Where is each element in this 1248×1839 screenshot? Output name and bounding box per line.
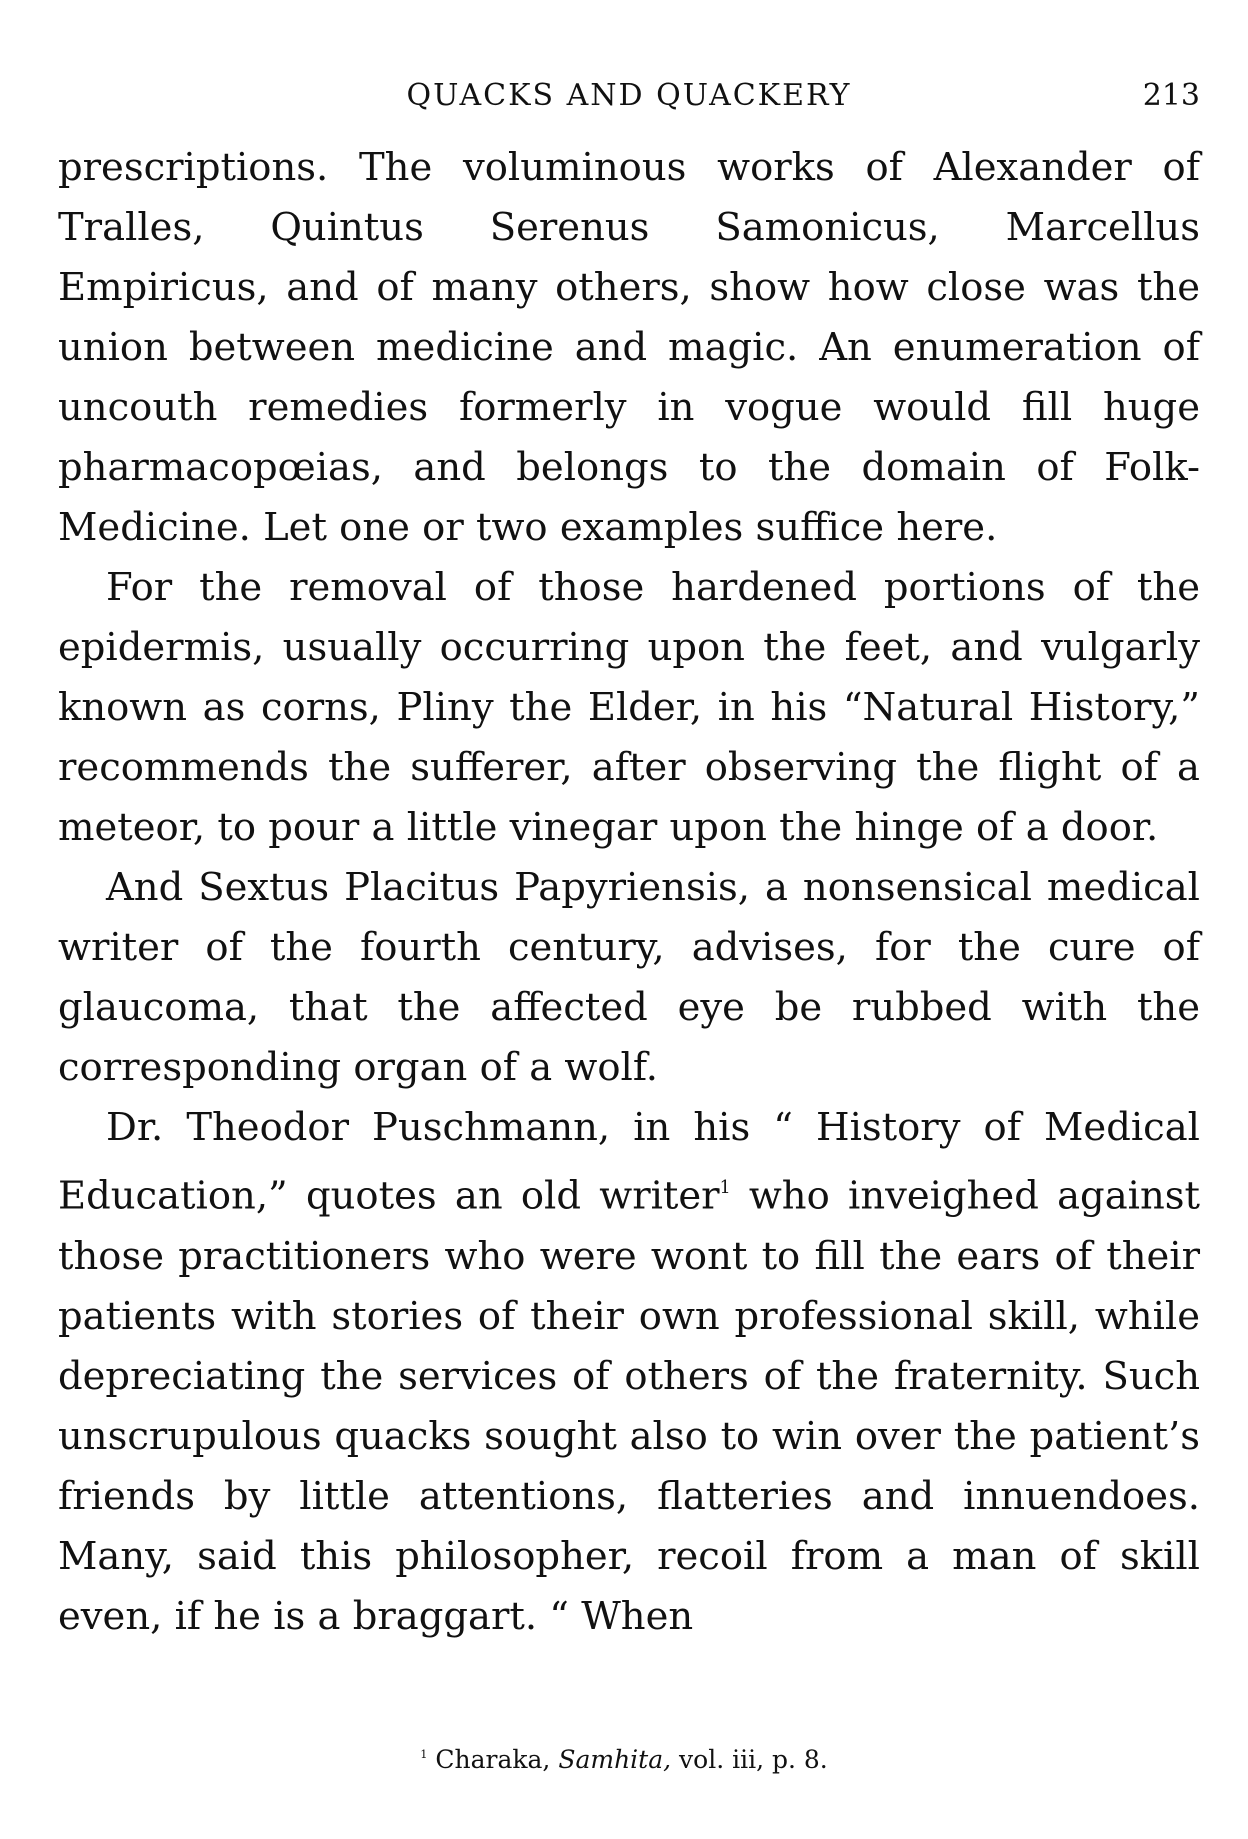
paragraph-2: For the removal of those hardened portions of the epidermis, usually occurring upon the feet, and vulgarly known as corns, Pliny the Elder, in his “Natural History,” recommends the sufferer, after observing the flight of a meteor, to pour a little vinegar upon the hinge of a door. xyxy=(58,565,1200,850)
page-number: 213 xyxy=(1142,78,1200,113)
paragraph-4 xyxy=(58,1098,1200,1647)
footnote-marker: 1 xyxy=(420,1747,428,1761)
footnote-author: Charaka, xyxy=(435,1745,551,1774)
running-title: QUACKS AND QUACKERY xyxy=(406,78,852,113)
paragraph-3: And Sextus Placitus Papyriensis, a nonsensical medical writer of the fourth century, advises, for the cure of glaucoma, that the affected eye be rubbed with the corresponding organ of a wolf. xyxy=(58,865,1200,1090)
paragraph-4-text-a: Dr. Theodor Puschmann, in his “ History of Medical Education,” quotes an old writer xyxy=(58,1105,1200,1219)
footnote-title: Samhita, xyxy=(558,1745,672,1774)
footnote-reference: 1 xyxy=(719,1178,731,1198)
footnote-reference-text: vol. iii, p. 8. xyxy=(679,1745,828,1774)
paragraph-1: prescriptions. The voluminous works of Alexander of Tralles, Quintus Serenus Samonicus, Marcellus Empiricus, and of many others, show how close was the union between medicine and magic. An enumeration of uncouth remedies formerly in vogue would fill huge pharmacopœias, and belongs to the domain of Folk-Medicine. Let one or two examples suffice here. xyxy=(58,145,1200,550)
paragraph-4-text-b: who inveighed against those practitioners who were wont to fill the ears of their patients with stories of their own professional skill, while depreciating the services of others of the fraternity. Such unscrupulous quacks sought also to win over the patient’s friends by little attentions, flatteries and innuendoes. Many, said this philosopher, recoil from a man of skill even, if he is a braggart. “ When xyxy=(58,1173,1200,1639)
footnote xyxy=(0,1745,1248,1774)
body-text xyxy=(58,138,1200,1647)
running-head xyxy=(58,78,1200,130)
